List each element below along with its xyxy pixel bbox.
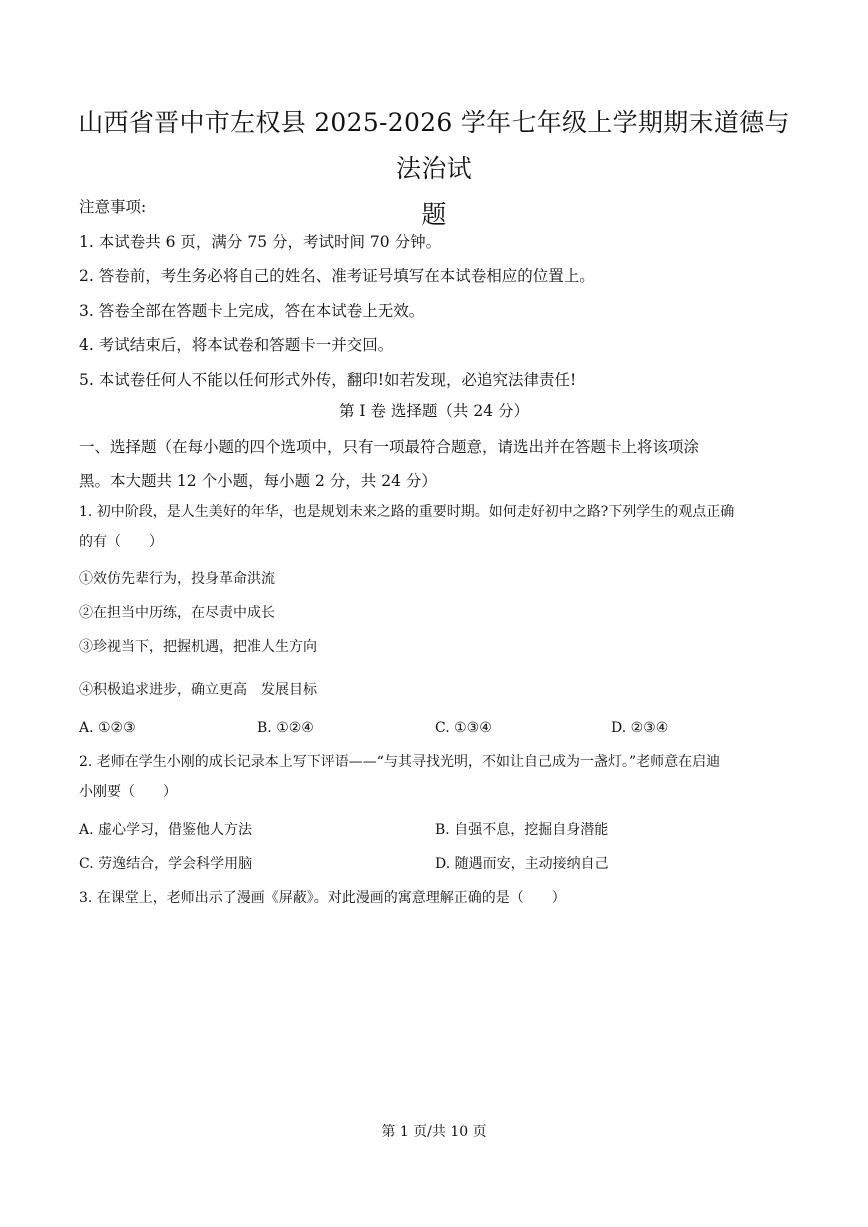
question-2-choices-row1 [79, 815, 799, 845]
notice-item: 4. 考试结束后，将本试卷和答题卡一并交回。 [79, 336, 394, 354]
choice-a[interactable]: A. 虚心学习，借鉴他人方法 [79, 822, 253, 838]
choice-c[interactable]: C. 劳逸结合，学会科学用脑 [79, 856, 253, 872]
question-1-statement: ④积极追求进步，确立更高 发展目标 [79, 682, 317, 698]
choice-d[interactable]: D. 随遇而安，主动接纳自己 [435, 856, 609, 872]
question-1-line2: 的有（ ） [79, 534, 163, 550]
question-1-statement: ②在担当中历练，在尽责中成长 [79, 605, 275, 621]
question-2-stem [79, 747, 799, 807]
question-3-line1: 3. 在课堂上，老师出示了漫画《屏蔽》。对此漫画的寓意理解正确的是（ ） [79, 890, 566, 906]
choice-d[interactable]: D. ②③④ [611, 720, 669, 736]
choice-b[interactable]: B. ①②④ [257, 720, 314, 736]
instruction-line1: 一、选择题（在每小题的四个选项中，只有一项最符合题意，请选出并在答题卡上将该项涂 [79, 438, 700, 456]
notice-heading: 注意事项: [79, 198, 147, 216]
question-2-line2: 小刚要（ ） [79, 784, 177, 800]
section-instruction [79, 430, 799, 498]
notice-item: 2. 答卷前，考生务必将自己的姓名、准考证号填写在本试卷相应的位置上。 [79, 267, 595, 285]
notice-item: 1. 本试卷共 6 页，满分 75 分，考试时间 70 分钟。 [79, 232, 442, 251]
instruction-line2: 黑。本大题共 12 个小题，每小题 2 分，共 24 分） [79, 472, 437, 490]
exam-title-line2: 题 [421, 200, 447, 229]
choice-b[interactable]: B. 自强不息，挖掘自身潜能 [435, 822, 609, 838]
question-1-statement: ③珍视当下，把握机遇，把准人生方向 [79, 639, 317, 655]
question-2-line1: 2. 老师在学生小刚的成长记录本上写下评语——“与其寻找光明，不如让自己成为一盏灯。”老师意在启迪 [79, 754, 721, 770]
notice-item: 5. 本试卷任何人不能以任何形式外传，翻印!如若发现，必追究法律责任! [79, 370, 577, 389]
section-title: 第 I 卷 选择题（共 24 分） [339, 402, 529, 420]
choice-c[interactable]: C. ①③④ [435, 720, 492, 736]
exam-title-line1: 山西省晋中市左权县 2025-2026 学年七年级上学期期末道德与法治试 [78, 108, 790, 183]
question-1-stem [79, 497, 799, 557]
question-1-statement: ①效仿先辈行为，投身革命洪流 [79, 571, 275, 587]
page-footer: 第 1 页/共 10 页 [381, 1124, 487, 1140]
question-1-line1: 1. 初中阶段，是人生美好的年华，也是规划未来之路的重要时期。如何走好初中之路?下列学生的观点正确 [79, 504, 735, 520]
choice-a[interactable]: A. ①②③ [79, 720, 136, 736]
question-3-stem [79, 883, 799, 913]
question-2-choices-row2 [79, 849, 799, 879]
notice-item: 3. 答卷全部在答题卡上完成，答在本试卷上无效。 [79, 301, 425, 320]
question-1-choices [79, 713, 799, 743]
notice-block [79, 190, 799, 397]
